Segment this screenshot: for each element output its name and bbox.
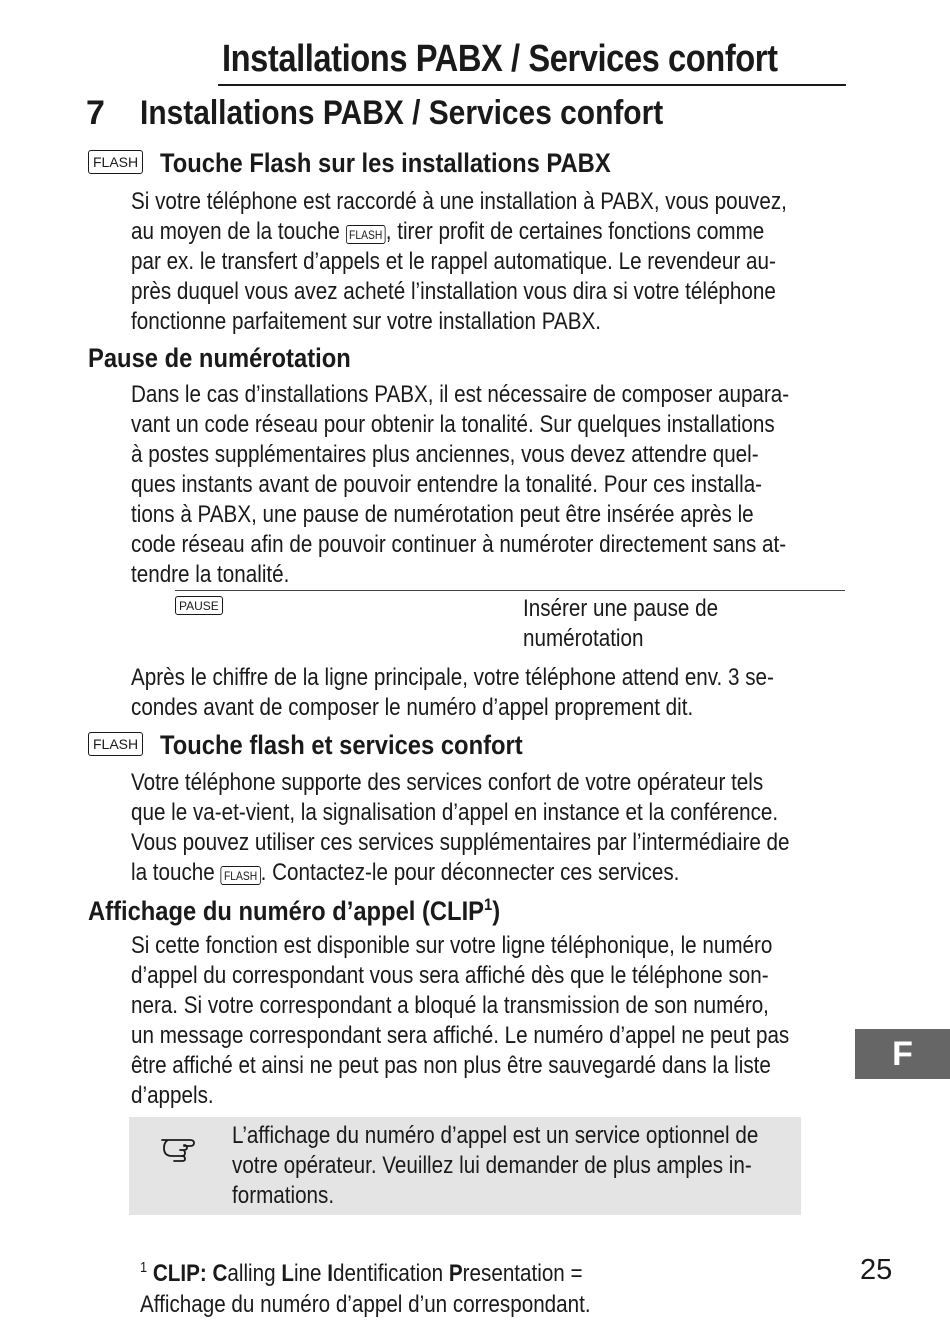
paragraph-clip [131, 931, 789, 1111]
section-title-clip: Affichage du numéro d’appel (CLIP$^1$) [88, 895, 501, 926]
text-line: Si cette fonction est disponible sur votre ligne téléphonique, le numéro [131, 932, 773, 959]
text-line: d’appels. [131, 1082, 214, 1109]
pause-key-description: Insérer une pause de numérotation [523, 595, 719, 652]
text-line: vant un code réseau pour obtenir la tonalité. Sur quelques installations [131, 411, 775, 438]
footnote-line-1: $^1$ CLIP: Calling Line Identification Presentation = [140, 1260, 583, 1287]
page-number: 25 [860, 1254, 893, 1286]
paragraph-after-pause [131, 663, 774, 723]
flash-key-icon: FLASH [88, 150, 143, 174]
text-line: ques instants avant de pouvoir entendre la tonalité. Pour ces installa- [131, 471, 763, 498]
flash-key-icon: FLASH [221, 866, 261, 885]
table-rule [175, 590, 845, 591]
text-line: Si votre téléphone est raccordé à une installation à PABX, vous pouvez, [131, 188, 787, 215]
text-line: Après le chiffre de la ligne principale, votre téléphone attend env. 3 se- [131, 664, 774, 691]
footnote [140, 1258, 591, 1320]
footnote-ref: 1 [484, 895, 493, 914]
text-line: code réseau afin de pouvoir continuer à numéroter directement sans at- [131, 531, 787, 558]
text-line: au moyen de la touche FLASH , tirer profit de certaines fonctions comme [131, 218, 765, 245]
text-line: condes avant de composer le numéro d’appel proprement dit. [131, 694, 694, 721]
text-line: nera. Si votre correspondant a bloqué la transmission de son numéro, [131, 992, 769, 1019]
flash-key-icon: FLASH [346, 225, 386, 244]
text-line: que le va-et-vient, la signalisation d’appel en instance et la conférence. [131, 799, 779, 826]
text-line: Vous pouvez utiliser ces services supplémentaires par l’intermédiaire de [131, 829, 790, 856]
text-line: fonctionne parfaitement sur votre installation PABX. [131, 308, 602, 335]
note-text [232, 1121, 758, 1211]
section-title-pause: Pause de numérotation [88, 343, 351, 373]
running-header: Installations PABX / Services confort [222, 38, 778, 80]
text-line: la touche FLASH . Contactez-le pour déconnecter ces services. [131, 859, 680, 886]
section-title-flash-pabx: Touche Flash sur les installations PABX [160, 148, 611, 178]
text-line: être affiché et ainsi ne peut pas non plus être sauvegardé dans la liste [131, 1052, 771, 1079]
text-line: par ex. le transfert d’appels et le rappel automatique. Le revendeur au- [131, 248, 776, 275]
text-line: votre opérateur. Veuillez lui demander de plus amples in- [232, 1152, 752, 1179]
text-line: tions à PABX, une pause de numérotation peut être insérée après le [131, 501, 754, 528]
language-tab: F [855, 1029, 950, 1079]
paragraph-flash-services [131, 768, 790, 888]
header-rule [218, 84, 846, 86]
text-line: d’appel du correspondant vous sera affiché dès que le téléphone son- [131, 962, 769, 989]
flash-key-icon: FLASH [88, 732, 143, 756]
text-line: Dans le cas d’installations PABX, il est nécessaire de composer aupara- [131, 381, 790, 408]
pointing-hand-icon [160, 1128, 206, 1167]
pause-key-icon: PAUSE [175, 596, 223, 615]
paragraph-pause [131, 380, 789, 590]
text-line: L’affichage du numéro d’appel est un service optionnel de [232, 1122, 759, 1149]
text-line: près duquel vous avez acheté l’installation vous dira si votre téléphone [131, 278, 776, 305]
chapter-number: 7 [86, 94, 105, 132]
text-line: formations. [232, 1182, 335, 1209]
text-line: un message correspondant sera affiché. Le numéro d’appel ne peut pas [131, 1022, 790, 1049]
paragraph-flash-pabx [131, 187, 787, 337]
section-title-flash-services: Touche flash et services confort [160, 730, 523, 760]
text-line: Votre téléphone supporte des services confort de votre opérateur tels [131, 769, 764, 796]
text-line: tendre la tonalité. [131, 561, 290, 588]
footnote-line-2: Affichage du numéro d’appel d’un correspondant. [140, 1291, 591, 1318]
chapter-title: Installations PABX / Services confort [140, 94, 664, 132]
text-line: à postes supplémentaires plus anciennes, vous devez attendre quel- [131, 441, 759, 468]
